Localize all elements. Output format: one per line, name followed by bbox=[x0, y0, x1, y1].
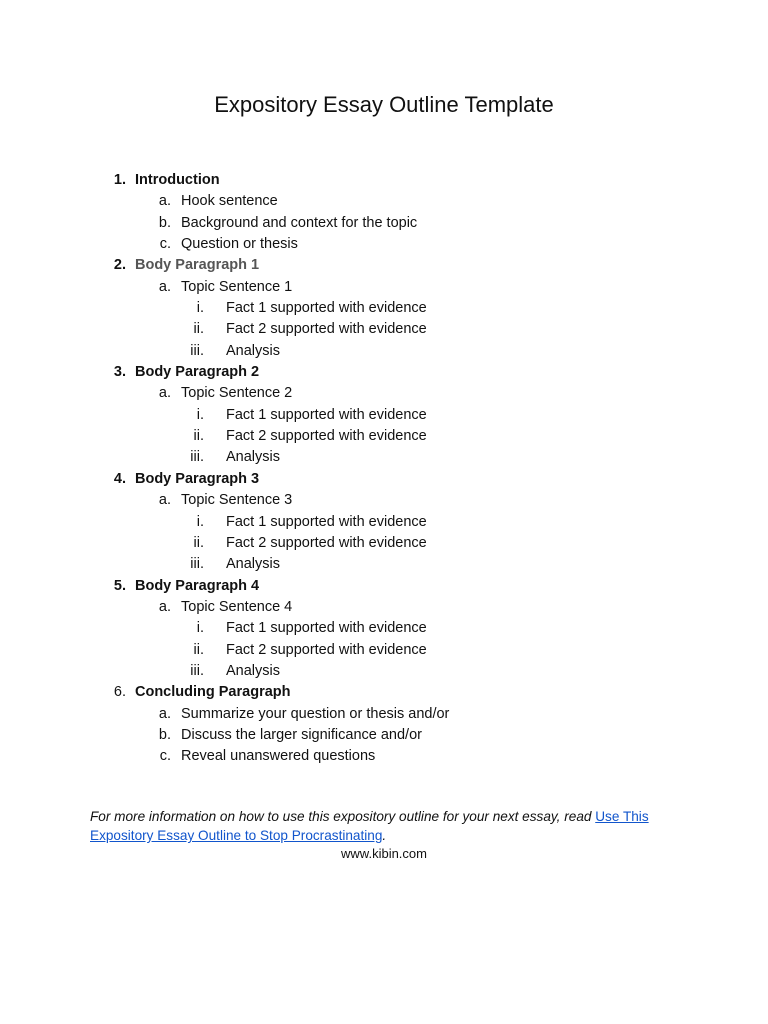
article-link[interactable]: Use This Expository Essay Outline to Stop Procrastinating bbox=[90, 809, 649, 843]
section-heading bbox=[0, 255, 768, 276]
item-marker: a. bbox=[158, 705, 171, 722]
outline-item bbox=[0, 234, 768, 255]
subitem-text: Fact 2 supported with evidence bbox=[226, 534, 427, 551]
section-number: 1. bbox=[113, 172, 126, 188]
section-heading bbox=[0, 682, 768, 703]
section-title: Concluding Paragraph bbox=[135, 684, 291, 701]
outline-item bbox=[0, 277, 768, 298]
outline-item bbox=[0, 490, 768, 511]
outline-subitem bbox=[0, 554, 768, 575]
outline-item bbox=[0, 213, 768, 234]
outline-item bbox=[0, 725, 768, 746]
subitem-text: Fact 2 supported with evidence bbox=[226, 641, 427, 658]
item-marker: c. bbox=[159, 748, 171, 765]
section-number: 3. bbox=[113, 364, 126, 381]
outline-subitem bbox=[0, 618, 768, 639]
outline-subitem bbox=[0, 341, 768, 362]
subitem-text: Analysis bbox=[226, 662, 280, 679]
subitem-marker: iii. bbox=[190, 556, 204, 573]
item-marker: a. bbox=[158, 492, 171, 509]
outline-subitem bbox=[0, 319, 768, 340]
subitem-text: Fact 2 supported with evidence bbox=[226, 321, 427, 338]
item-text: Question or thesis bbox=[181, 236, 298, 253]
subitem-marker: i. bbox=[196, 513, 204, 530]
subitem-marker: iii. bbox=[190, 449, 204, 466]
item-marker: c. bbox=[159, 236, 171, 253]
section-title: Body Paragraph 1 bbox=[135, 257, 260, 274]
section-heading bbox=[0, 170, 768, 191]
item-marker: a. bbox=[158, 278, 171, 295]
subitem-marker: ii. bbox=[193, 428, 204, 445]
outline-subitem bbox=[0, 447, 768, 468]
item-text: Background and context for the topic bbox=[181, 214, 418, 231]
item-text: Topic Sentence 1 bbox=[181, 278, 293, 295]
item-marker: a. bbox=[158, 598, 171, 615]
section-heading bbox=[0, 576, 768, 597]
outline-subitem bbox=[0, 640, 768, 661]
subitem-text: Analysis bbox=[226, 556, 280, 573]
section-title: Body Paragraph 2 bbox=[135, 364, 260, 381]
item-marker: b. bbox=[158, 726, 171, 743]
outline-subitem bbox=[0, 426, 768, 447]
section-title: Introduction bbox=[135, 172, 220, 188]
outline-subitem bbox=[0, 533, 768, 554]
outline-item bbox=[0, 704, 768, 725]
page-title: Expository Essay Outline Template bbox=[214, 92, 554, 117]
subitem-text: Analysis bbox=[226, 449, 280, 466]
section-title: Body Paragraph 4 bbox=[135, 577, 260, 594]
outline-item bbox=[0, 191, 768, 212]
subitem-marker: iii. bbox=[190, 662, 204, 679]
subitem-marker: ii. bbox=[193, 321, 204, 338]
item-text: Topic Sentence 2 bbox=[181, 385, 293, 402]
footer-note-prefix: For more information on how to use this expository outline for your next essay, read bbox=[90, 809, 596, 824]
subitem-text: Fact 1 supported with evidence bbox=[226, 300, 427, 317]
subitem-text: Fact 2 supported with evidence bbox=[226, 428, 427, 445]
outline-subitem bbox=[0, 512, 768, 533]
item-text: Topic Sentence 4 bbox=[181, 598, 293, 615]
item-text: Hook sentence bbox=[181, 193, 278, 210]
subitem-marker: ii. bbox=[193, 534, 204, 551]
subitem-marker: ii. bbox=[193, 641, 204, 658]
outline-item bbox=[0, 597, 768, 618]
outline-subitem bbox=[0, 661, 768, 682]
subitem-marker: iii. bbox=[190, 342, 204, 359]
item-marker: a. bbox=[158, 193, 171, 210]
section-number: 6. bbox=[113, 684, 126, 701]
item-text: Discuss the larger significance and/or bbox=[181, 726, 422, 743]
outline-item bbox=[0, 746, 768, 767]
outline-list bbox=[0, 170, 768, 768]
item-marker: a. bbox=[158, 385, 171, 402]
item-text: Reveal unanswered questions bbox=[181, 748, 376, 765]
outline-subitem bbox=[0, 405, 768, 426]
subitem-marker: i. bbox=[196, 620, 204, 637]
subitem-text: Analysis bbox=[226, 342, 280, 359]
section-heading bbox=[0, 469, 768, 490]
subitem-marker: i. bbox=[196, 300, 204, 317]
footer-note-suffix: . bbox=[382, 828, 387, 843]
section-heading bbox=[0, 362, 768, 383]
subitem-text: Fact 1 supported with evidence bbox=[226, 513, 427, 530]
outline-item bbox=[0, 383, 768, 404]
subitem-marker: i. bbox=[196, 406, 204, 423]
subitem-text: Fact 1 supported with evidence bbox=[226, 620, 427, 637]
item-text: Topic Sentence 3 bbox=[181, 492, 293, 509]
footer-note bbox=[90, 807, 690, 845]
outline-subitem bbox=[0, 298, 768, 319]
site-url: www.kibin.com bbox=[341, 846, 427, 861]
item-marker: b. bbox=[158, 214, 171, 231]
section-number: 5. bbox=[113, 577, 126, 594]
item-text: Summarize your question or thesis and/or bbox=[181, 705, 450, 722]
section-number: 4. bbox=[113, 470, 126, 487]
section-title: Body Paragraph 3 bbox=[135, 470, 260, 487]
section-number: 2. bbox=[113, 257, 126, 274]
subitem-text: Fact 1 supported with evidence bbox=[226, 406, 427, 423]
